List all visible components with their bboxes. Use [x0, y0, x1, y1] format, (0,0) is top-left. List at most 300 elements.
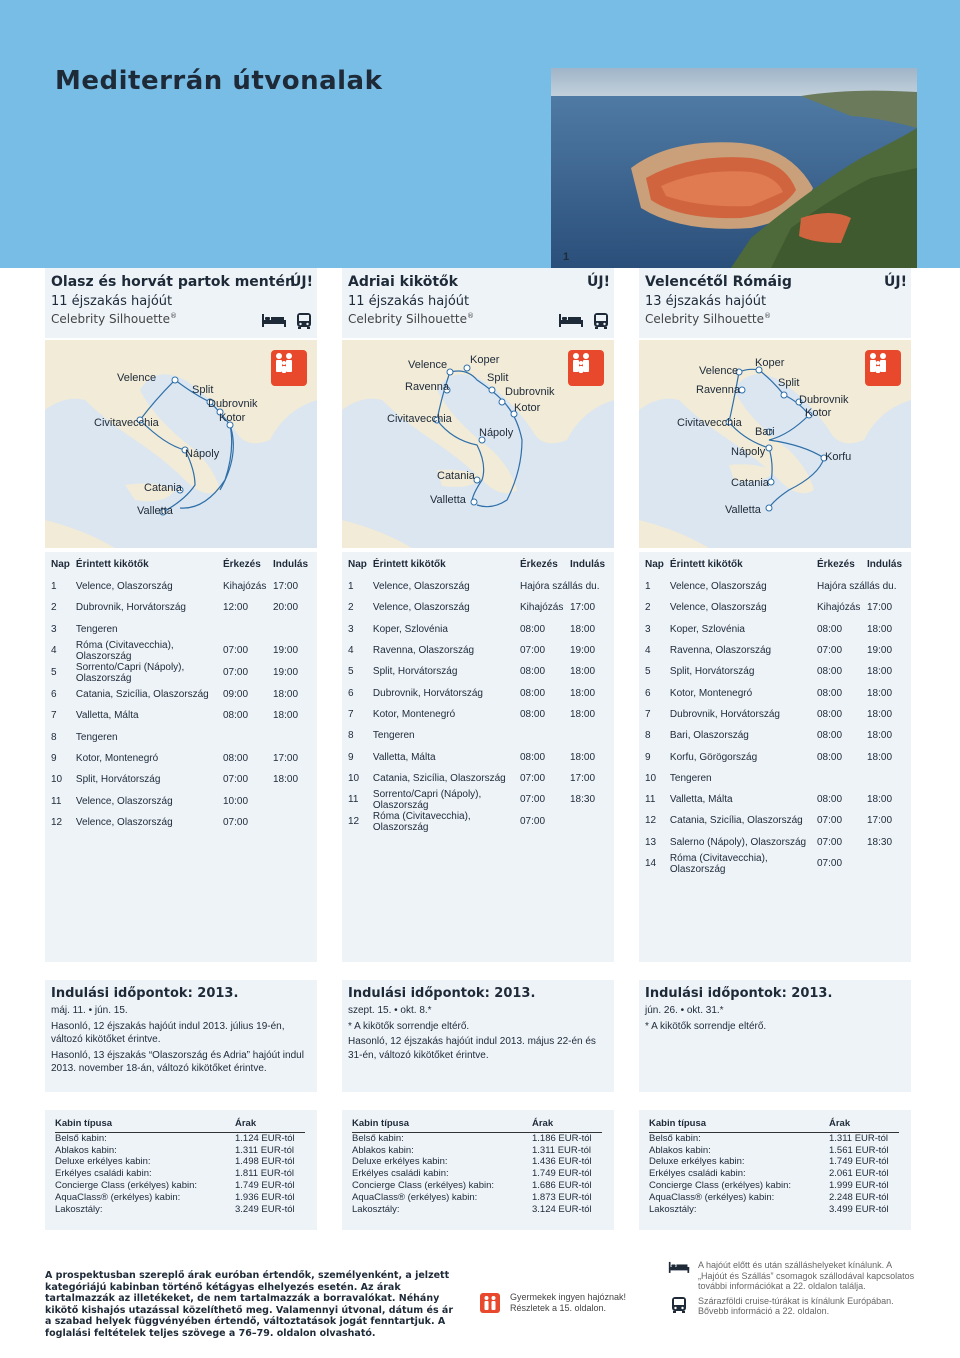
cell-port: Sorrento/Capri (Nápoly), Olaszország [75, 661, 185, 684]
map-port-label: Dubrovnik [505, 386, 555, 398]
cell-port: Catania, Szicília, Olaszország [669, 815, 803, 827]
ship-name: Celebrity Silhouette® [348, 312, 474, 326]
prices-2 [342, 1110, 614, 1230]
table-row [342, 640, 614, 661]
cell-port: Split, Horvátország [75, 774, 161, 786]
cell-depart: 18:00 [570, 623, 596, 635]
table-row [639, 853, 911, 875]
map-port-label: Catania [731, 477, 769, 489]
cell-depart: 18:00 [867, 794, 893, 806]
cell-port: Valletta, Málta [669, 794, 733, 806]
map-port-label: Catania [437, 470, 475, 482]
table-row [639, 597, 911, 618]
price-row [55, 1168, 305, 1180]
col-depart: Indulás [570, 558, 606, 570]
cell-port: Velence, Olaszország [75, 816, 173, 828]
price-row [55, 1180, 305, 1192]
cell-arrive: 08:00 [520, 751, 546, 763]
cell-arrive: 07:00 [223, 774, 249, 786]
cell-depart: 18:00 [273, 710, 299, 722]
itinerary-table [342, 552, 614, 833]
family-icon [480, 1293, 500, 1313]
cell-port: Róma (Civitavecchia), Olaszország [75, 639, 174, 662]
cell-day: 9 [348, 751, 354, 763]
prices-3 [639, 1110, 911, 1230]
map-port-label: Dubrovnik [799, 394, 849, 406]
cell-arrive: 07:00 [817, 645, 843, 657]
table-row [45, 790, 317, 811]
cell-port: Korfu, Görögország [669, 751, 758, 763]
table-row [342, 725, 614, 746]
cell-port: Dubrovnik, Horvátország [669, 708, 780, 720]
cell-depart [267, 812, 317, 833]
cell-port: Dubrovnik, Horvátország [75, 602, 186, 614]
col-price: Árak [829, 1118, 899, 1133]
price-row [55, 1203, 305, 1215]
cell-depart: 18:30 [570, 794, 596, 806]
price-row [649, 1133, 899, 1145]
cell-port: Ravenna, Olaszország [669, 645, 772, 657]
cell-day: 7 [348, 708, 354, 720]
bed-icon [558, 312, 584, 328]
cell-arrive [217, 619, 267, 640]
cell-arrive [217, 726, 267, 747]
cell-port: Valletta, Málta [75, 710, 139, 722]
col-arrive: Érkezés [520, 558, 558, 570]
cell-day: 11 [348, 794, 359, 806]
new-label: ÚJ! [587, 274, 610, 290]
cabin-type: Lakosztály: [352, 1203, 400, 1215]
table-row [45, 705, 317, 726]
cell-arrive: 08:00 [520, 687, 546, 699]
itinerary-rows [342, 576, 614, 833]
cell-depart: 18:00 [867, 708, 893, 720]
cabin-price: 1.749 EUR-tól [235, 1180, 295, 1192]
prices-1 [45, 1110, 317, 1230]
cell-day: 14 [645, 858, 657, 870]
map-port-label: Kotor [805, 407, 832, 419]
cell-arrive [811, 768, 861, 789]
map-port-label: Koper [755, 357, 785, 369]
price-row [55, 1191, 305, 1203]
table-row [639, 725, 911, 746]
cell-port: Catania, Szicília, Olaszország [372, 772, 506, 784]
cell-day: 13 [645, 836, 657, 848]
cell-depart: 18:00 [867, 687, 893, 699]
price-table [649, 1118, 899, 1215]
family-icon [865, 350, 891, 376]
table-row [342, 661, 614, 682]
cell-day: 10 [348, 772, 360, 784]
cell-arrive: 07:00 [520, 645, 546, 657]
cell-port: Koper, Szlovénia [372, 623, 448, 635]
cell-depart: 17:00 [867, 815, 893, 827]
cell-arrive: 08:00 [223, 710, 249, 722]
cell-port: Catania, Szicília, Olaszország [75, 689, 209, 701]
new-label: ÚJ! [884, 274, 907, 290]
new-label: ÚJ! [290, 274, 313, 290]
col-price: Árak [532, 1118, 602, 1133]
cell-day: 6 [51, 689, 57, 701]
map-port-label: Civitavecchia [677, 417, 742, 429]
cell-arrive: Kihajózás [223, 581, 267, 593]
route-title: Velencétől Rómáig [645, 274, 792, 290]
col-ports: Érintett kikötők [75, 558, 149, 570]
bed-icon [261, 312, 287, 328]
table-row [639, 704, 911, 725]
cell-port: Tengeren [669, 772, 712, 784]
date-line: * A kikötők sorrendje eltérő. [645, 1020, 767, 1032]
dates-1 [45, 980, 317, 1092]
price-row [649, 1203, 899, 1215]
cell-arrive: 07:00 [520, 816, 546, 828]
cabin-price: 1.498 EUR-tól [235, 1156, 295, 1168]
col-day: Nap [51, 558, 70, 570]
cell-arrive: Kihajózás [817, 602, 861, 614]
family-note-line: Részletek a 15. oldalon. [510, 1303, 607, 1313]
cabin-price: 2.061 EUR-tól [829, 1168, 889, 1180]
cabin-type: AquaClass® (erkélyes) kabin: [352, 1191, 478, 1203]
cell-arrive: 07:00 [223, 645, 249, 657]
col-arrive: Érkezés [223, 558, 261, 570]
price-table [55, 1118, 305, 1215]
date-line: szept. 15. • okt. 8.* [348, 1005, 432, 1016]
cell-day: 5 [51, 667, 57, 679]
price-table [352, 1118, 602, 1215]
cell-port: Split, Horvátország [669, 666, 755, 678]
route-nights: 13 éjszakás hajóút [645, 294, 767, 309]
price-row [649, 1191, 899, 1203]
cell-arrive: 12:00 [223, 602, 249, 614]
map-port-label: Velence [699, 365, 739, 377]
cell-depart [564, 725, 614, 746]
cell-port: Kotor, Montenegró [669, 687, 753, 699]
col-cabin-type: Kabin típusa [55, 1118, 235, 1133]
cell-day: 6 [645, 687, 651, 699]
cell-day: 4 [645, 645, 651, 657]
cell-depart: 18:30 [867, 836, 893, 848]
bus-icon [668, 1296, 690, 1314]
table-row [639, 576, 911, 597]
map-port-label: Nápoly [731, 446, 766, 458]
cell-arrive: 07:00 [520, 794, 546, 806]
cabin-price: 3.249 EUR-tól [235, 1203, 295, 1215]
cell-depart: 18:00 [273, 689, 299, 701]
price-row [649, 1156, 899, 1168]
cabin-price: 1.749 EUR-tól [532, 1168, 592, 1180]
bus-icon [295, 312, 313, 330]
ship-name: Celebrity Silhouette® [645, 312, 771, 326]
cell-day: 10 [51, 774, 63, 786]
cabin-price: 1.311 EUR-tól [532, 1144, 591, 1156]
bus-icon [592, 312, 610, 330]
date-line: jún. 26. • okt. 31.* [645, 1005, 724, 1016]
map-port-label: Kotor [514, 402, 541, 414]
dates-3 [639, 980, 911, 1092]
cell-port: Velence, Olaszország [372, 581, 470, 593]
cabin-price: 2.248 EUR-tól [829, 1191, 889, 1203]
cell-depart: 18:00 [570, 666, 596, 678]
cell-port: Tengeren [75, 623, 118, 635]
map-port-label: Valletta [137, 505, 173, 517]
cell-arrive: 07:00 [817, 858, 843, 870]
footer-family-note [480, 1292, 626, 1314]
cell-day: 8 [348, 730, 354, 742]
table-row [639, 682, 911, 703]
cell-day: 6 [348, 687, 354, 699]
route-title: Adriai kikötők [348, 274, 458, 290]
table-row [342, 619, 614, 640]
cell-depart: 18:00 [867, 751, 893, 763]
cell-port: Róma (Civitavecchia), Olaszország [372, 810, 471, 833]
itinerary-3 [639, 552, 911, 962]
col-cabin-type: Kabin típusa [649, 1118, 829, 1133]
cell-depart: 18:00 [867, 666, 893, 678]
cabin-price: 1.311 EUR-tól [235, 1144, 294, 1156]
cell-depart: 18:00 [570, 708, 596, 720]
col-day: Nap [348, 558, 367, 570]
cell-port: Sorrento/Capri (Nápoly), Olaszország [372, 788, 482, 811]
cell-day: 1 [51, 581, 57, 593]
itinerary-rows [45, 576, 317, 833]
cell-depart: 19:00 [867, 645, 893, 657]
cell-depart [861, 853, 911, 875]
price-row [352, 1144, 602, 1156]
cabin-type: Ablakos kabin: [352, 1144, 414, 1156]
cell-depart: 17:00 [273, 581, 299, 593]
table-row [342, 682, 614, 703]
cell-arrive [514, 725, 564, 746]
cell-port: Tengeren [75, 731, 118, 743]
land-tour-note: Szárazföldi cruise-túrákat is kínálunk Európában. Bővebb információ a 22. oldalon. [698, 1295, 894, 1316]
hotel-note: A hajóút előtt és után szálláshelyeket kínálunk. A „Hajóút és Szállás” csomagok szállodával kapcsolatos további információkat a 22. oldalon találja. [698, 1260, 915, 1291]
cabin-price: 1.811 EUR-tól [235, 1168, 294, 1180]
col-cabin-type: Kabin típusa [352, 1118, 532, 1133]
date-line: * A kikötők sorrendje eltérő. [348, 1020, 470, 1032]
cabin-price: 1.124 EUR-tól [235, 1133, 295, 1145]
cell-depart: 20:00 [273, 602, 299, 614]
table-row [45, 748, 317, 769]
col-depart: Indulás [867, 558, 903, 570]
route-map-2 [342, 340, 614, 548]
date-line: Hasonló, 13 éjszakás “Olaszország és Adria” hajóút indul 2013. november 18-án, változó kikötőket érintve. [51, 1049, 304, 1074]
cabin-type: Deluxe erkélyes kabin: [649, 1156, 745, 1168]
route-header-2 [342, 268, 614, 338]
dubrovnik-photo [551, 68, 917, 268]
cell-arrive: Kihajózás [520, 602, 564, 614]
cell-arrive: 08:00 [520, 666, 546, 678]
cell-day: 3 [645, 623, 651, 635]
cell-arrive: 08:00 [817, 623, 843, 635]
cell-day: 7 [51, 710, 57, 722]
price-row [55, 1133, 305, 1145]
table-row [45, 769, 317, 790]
itinerary-1 [45, 552, 317, 962]
bed-icon [668, 1260, 690, 1274]
price-rows [55, 1133, 305, 1216]
cabin-type: Erkélyes családi kabin: [352, 1168, 449, 1180]
cabin-type: Concierge Class (erkélyes) kabin: [55, 1180, 198, 1192]
family-note-line: Gyermekek ingyen hajóznak! [510, 1292, 627, 1302]
cabin-price: 1.873 EUR-tól [532, 1191, 592, 1203]
cell-arrive: 08:00 [817, 730, 843, 742]
price-rows [649, 1133, 899, 1216]
cell-port: Kotor, Montenegró [372, 708, 456, 720]
table-row [342, 597, 614, 618]
cell-depart: 18:00 [570, 687, 596, 699]
cell-day: 11 [645, 794, 656, 806]
cell-port: Velence, Olaszország [75, 795, 173, 807]
cell-day: 4 [51, 645, 57, 657]
map-port-label: Velence [117, 372, 157, 384]
table-row [639, 746, 911, 767]
cell-port: Dubrovnik, Horvátország [372, 687, 483, 699]
map-port-label: Split [192, 384, 214, 396]
cell-day: 12 [51, 816, 63, 828]
map-port-label: Split [487, 372, 509, 384]
cell-depart [564, 811, 614, 833]
cell-depart: 18:00 [570, 751, 596, 763]
cell-depart: 19:00 [570, 645, 596, 657]
cell-arrive: 08:00 [223, 752, 249, 764]
map-port-label: Valletta [430, 494, 466, 506]
table-row [639, 661, 911, 682]
date-line: máj. 11. • jún. 15. [51, 1005, 128, 1016]
cell-day: 3 [51, 623, 57, 635]
cell-depart: 18:00 [273, 774, 299, 786]
dates-2 [342, 980, 614, 1092]
itinerary-rows [639, 576, 911, 875]
cell-arrive: Hajóra szállás du. [817, 581, 897, 593]
cabin-type: Lakosztály: [55, 1203, 103, 1215]
cabin-price: 1.686 EUR-tól [532, 1180, 592, 1192]
cell-port: Velence, Olaszország [75, 581, 173, 593]
price-row [55, 1144, 305, 1156]
cell-day: 10 [645, 772, 657, 784]
map-port-label: Catania [144, 482, 182, 494]
dates-heading: Indulási időpontok: 2013. [348, 986, 536, 1001]
page-title: Mediterrán útvonalak [55, 66, 383, 96]
family-badge [271, 350, 307, 386]
col-depart: Indulás [273, 558, 309, 570]
cabin-type: Concierge Class (erkélyes) kabin: [352, 1180, 495, 1192]
cell-day: 2 [51, 602, 57, 614]
dates-heading: Indulási időpontok: 2013. [51, 986, 239, 1001]
cell-day: 2 [645, 602, 651, 614]
map-port-label: Kotor [219, 412, 246, 424]
price-row [352, 1191, 602, 1203]
cell-day: 2 [348, 602, 354, 614]
cell-day: 8 [645, 730, 651, 742]
route-map-3 [639, 340, 911, 548]
price-rows [352, 1133, 602, 1216]
cell-arrive: 07:00 [223, 816, 249, 828]
map-port-label: Velence [408, 359, 448, 371]
cabin-price: 1.561 EUR-tól [829, 1144, 889, 1156]
cell-arrive: 07:00 [223, 667, 249, 679]
price-row [649, 1144, 899, 1156]
cabin-price: 1.186 EUR-tól [532, 1133, 592, 1145]
family-badge [865, 350, 901, 386]
cell-port: Salerno (Nápoly), Olaszország [669, 836, 807, 848]
cell-depart: 17:00 [273, 752, 299, 764]
cell-port: Róma (Civitavecchia), Olaszország [669, 852, 768, 875]
cabin-price: 1.999 EUR-tól [829, 1180, 889, 1192]
cell-day: 4 [348, 645, 354, 657]
table-row [342, 704, 614, 725]
cabin-type: Erkélyes családi kabin: [649, 1168, 746, 1180]
itinerary-table [45, 552, 317, 833]
cabin-type: Erkélyes családi kabin: [55, 1168, 152, 1180]
cell-port: Tengeren [372, 730, 415, 742]
map-port-label: Ravenna [696, 384, 741, 396]
table-row [639, 619, 911, 640]
table-row [639, 789, 911, 810]
route-nights: 11 éjszakás hajóút [51, 294, 173, 309]
cabin-type: Ablakos kabin: [649, 1144, 711, 1156]
map-port-label: Bari [755, 426, 775, 438]
family-badge [568, 350, 604, 386]
itinerary-table [639, 552, 911, 875]
cabin-price: 3.124 EUR-tól [532, 1203, 592, 1215]
cabin-type: AquaClass® (erkélyes) kabin: [55, 1191, 181, 1203]
page-number: 1 [563, 251, 570, 263]
map-port-label: Civitavecchia [387, 413, 452, 425]
cell-depart [861, 768, 911, 789]
table-row [45, 812, 317, 833]
table-row [45, 640, 317, 662]
ship-name: Celebrity Silhouette® [51, 312, 177, 326]
col-arrive: Érkezés [817, 558, 855, 570]
map-port-label: Dubrovnik [208, 398, 258, 410]
table-row [342, 811, 614, 833]
cell-depart: 19:00 [273, 645, 299, 657]
cell-port: Velence, Olaszország [669, 581, 767, 593]
cell-depart [267, 726, 317, 747]
cell-port: Valletta, Málta [372, 751, 436, 763]
table-row [45, 576, 317, 597]
date-line: Hasonló, 12 éjszakás hajóút indul 2013. május 22-én és 31-én, változó kikötőket érintve. [348, 1036, 596, 1061]
cell-arrive: 08:00 [817, 751, 843, 763]
cabin-price: 3.499 EUR-tól [829, 1203, 889, 1215]
cell-depart: 19:00 [273, 667, 299, 679]
table-row [639, 810, 911, 831]
route-title: Olasz és horvát partok mentén [51, 274, 295, 290]
cell-arrive: 07:00 [817, 815, 843, 827]
cell-day: 11 [51, 795, 62, 807]
cabin-type: Deluxe erkélyes kabin: [352, 1156, 448, 1168]
price-row [352, 1203, 602, 1215]
cell-day: 5 [645, 666, 651, 678]
table-row [342, 576, 614, 597]
price-row [352, 1168, 602, 1180]
cell-day: 3 [348, 623, 354, 635]
price-row [352, 1156, 602, 1168]
map-port-label: Korfu [825, 451, 852, 463]
cell-day: 9 [645, 751, 651, 763]
cell-port: Bari, Olaszország [669, 730, 749, 742]
price-row [55, 1156, 305, 1168]
cabin-price: 1.749 EUR-tól [829, 1156, 889, 1168]
cell-port: Velence, Olaszország [372, 602, 470, 614]
cabin-price: 1.311 EUR-tól [829, 1133, 888, 1145]
table-row [342, 789, 614, 811]
cell-depart [267, 619, 317, 640]
price-row [649, 1180, 899, 1192]
cell-arrive: 08:00 [817, 708, 843, 720]
cell-arrive: Hajóra szállás du. [520, 581, 600, 593]
cell-arrive: 10:00 [223, 795, 249, 807]
